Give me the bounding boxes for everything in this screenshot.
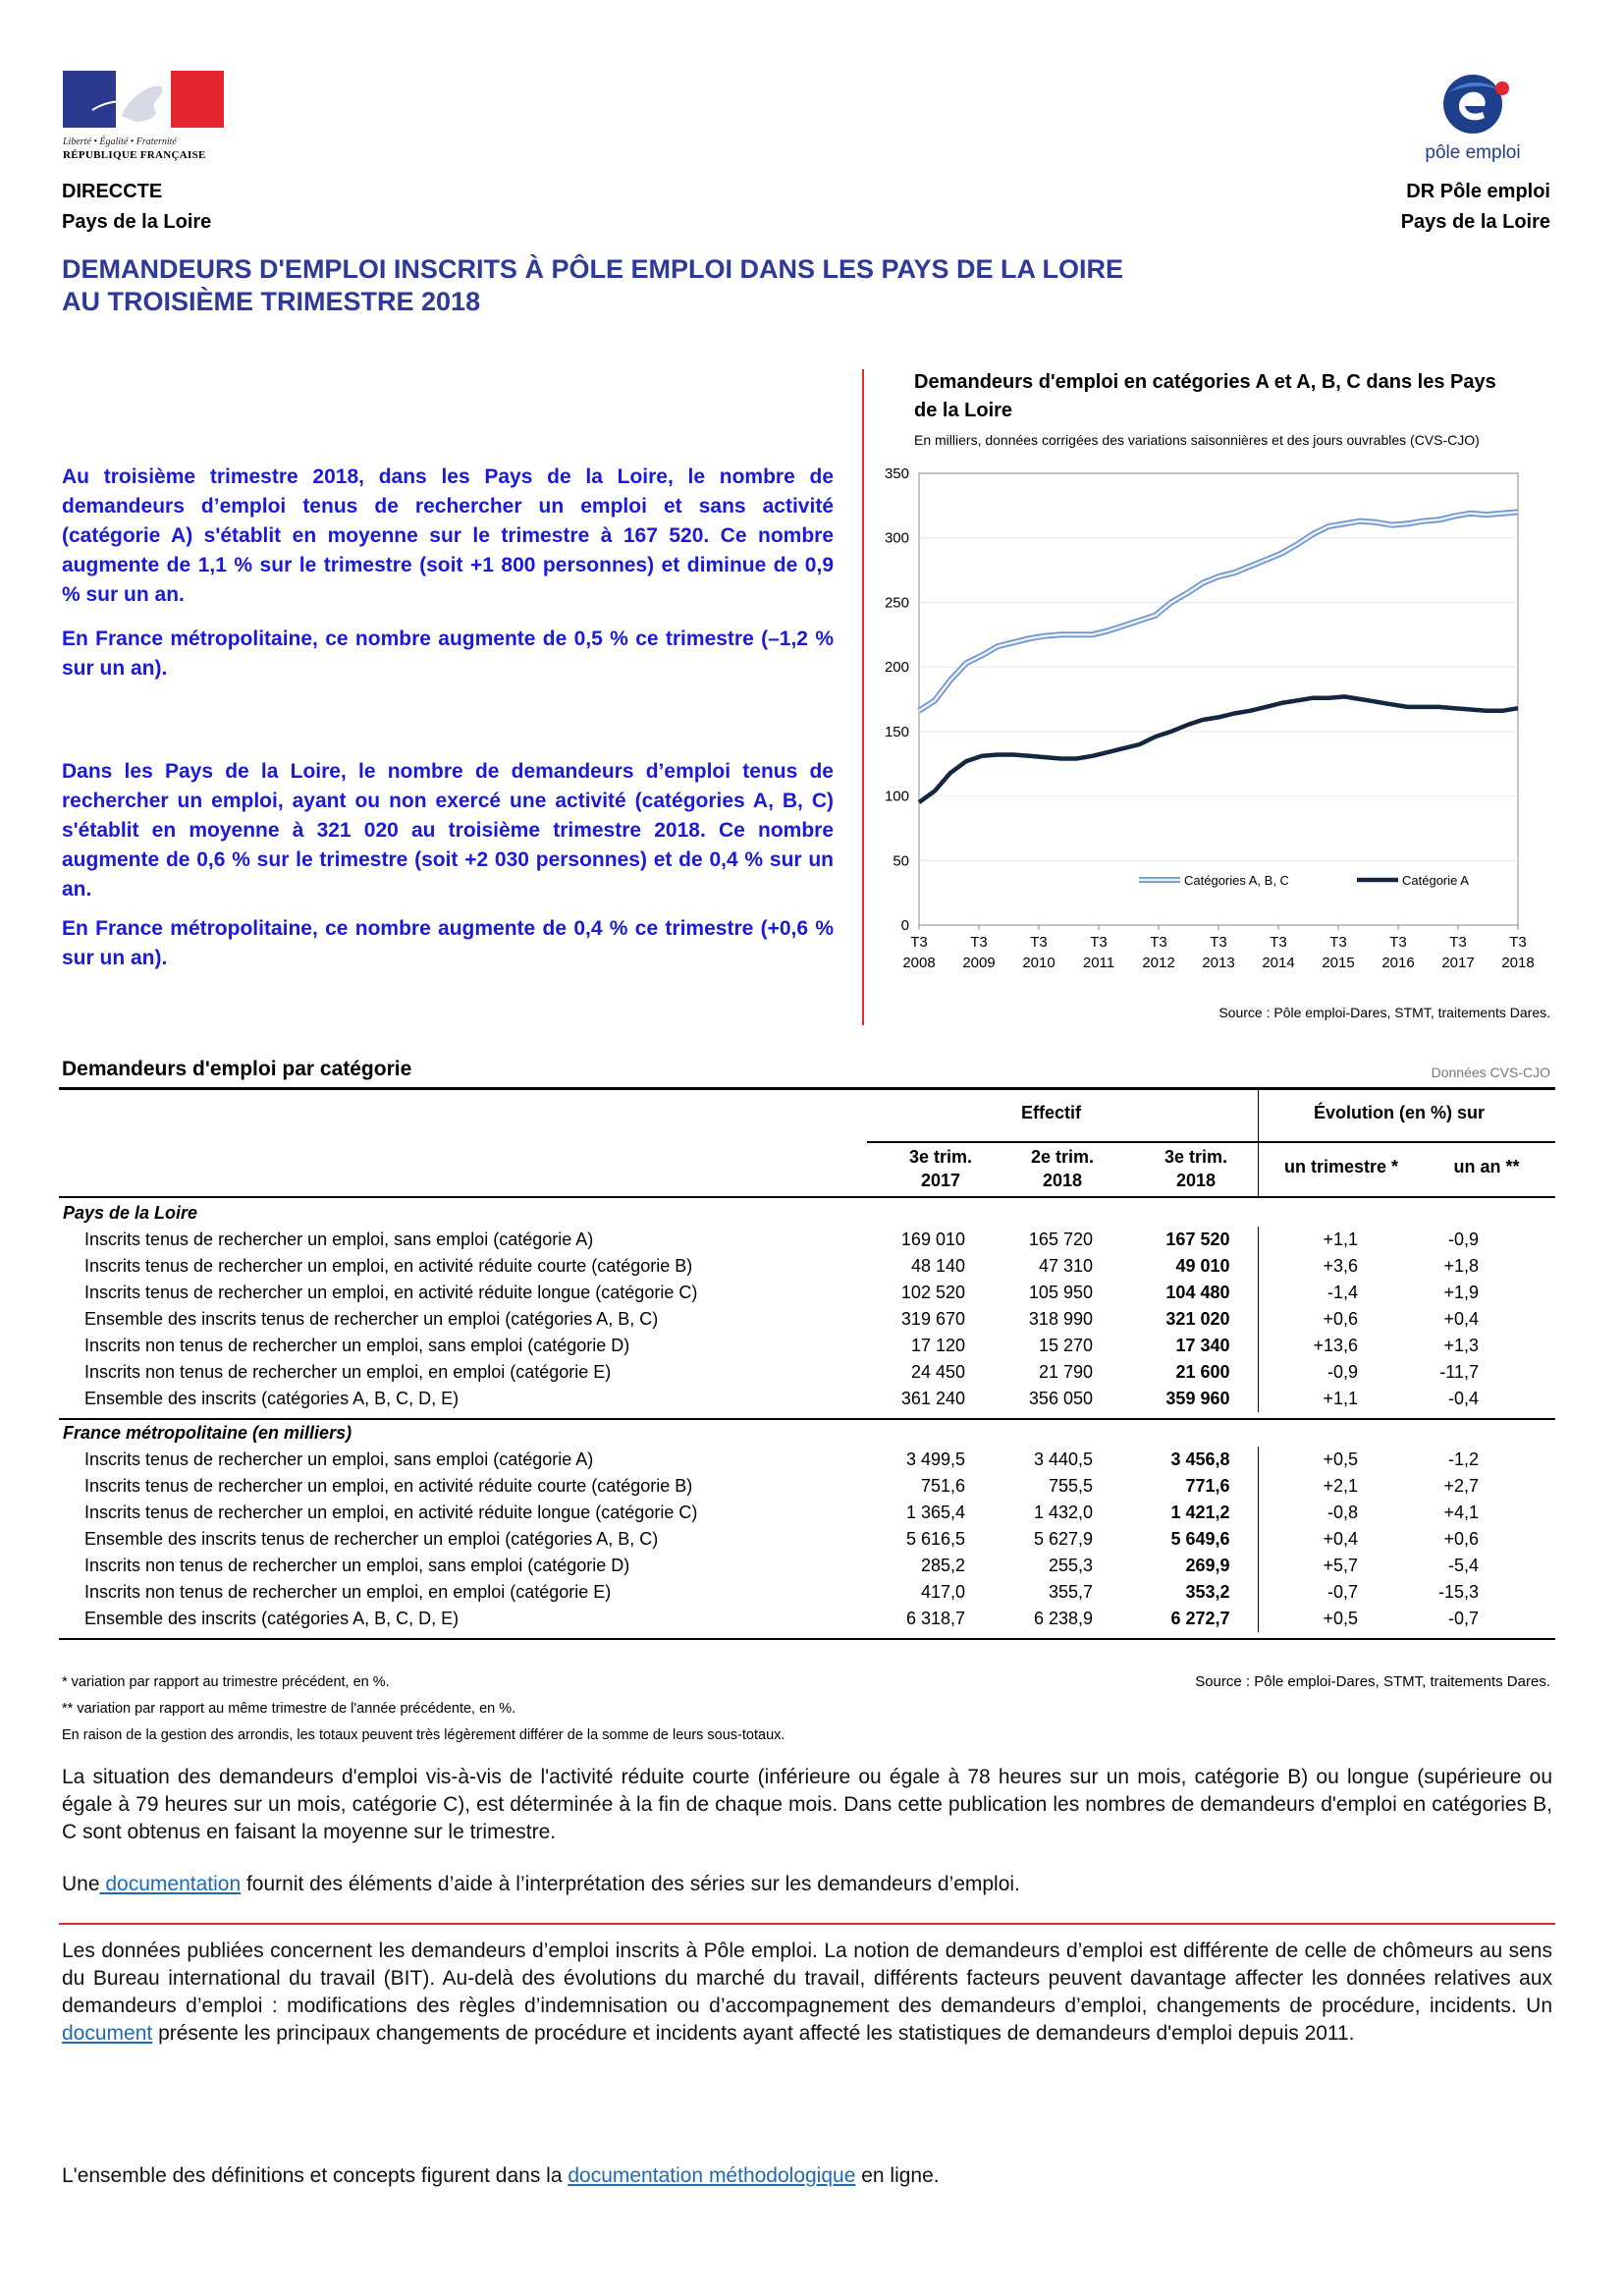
value-3e-trim-2017: 361 240	[900, 1389, 965, 1408]
value-2e-trim-2018: 255,3	[1048, 1556, 1093, 1575]
y-tick-label: 300	[884, 529, 909, 547]
col-header-3e-trim-2017-l2: 2017	[920, 1171, 961, 1190]
col-header-3e-trim-2018-l2: 2018	[1175, 1171, 1217, 1190]
activity-paragraph: La situation des demandeurs d'emploi vis-à-vis de l'activité réduite courte (inférieure ou égale à 78 heures sur un mois, catégorie B) ou longue (supérieure ou égale à 79 heures sur un mois, catégorie C), est déterminée à la fin de chaque mois. Dans cette publication les nombres de demandeurs d'emploi en catégories B, C sont obtenus en faisant la moyenne sur le trimestre.	[62, 1766, 1552, 1843]
x-tick-label-year: 2016	[1381, 955, 1415, 971]
data-paragraph	[62, 1938, 1552, 2048]
page-title-line2: AU TROISIÈME TRIMESTRE 2018	[62, 287, 481, 316]
evolution-an: -11,7	[1439, 1362, 1479, 1382]
evolution-an: +4,1	[1443, 1503, 1479, 1522]
x-tick-label-quarter: T3	[1329, 934, 1347, 951]
x-tick-label-quarter: T3	[1449, 934, 1467, 951]
value-2e-trim-2018: 6 238,9	[1033, 1609, 1093, 1628]
value-3e-trim-2017: 17 120	[910, 1336, 965, 1355]
value-3e-trim-2018: 3 456,8	[1170, 1449, 1230, 1469]
row-label: Inscrits tenus de rechercher un emploi, en activité réduite courte (catégorie B)	[84, 1256, 693, 1276]
header-mid-rule	[867, 1141, 1555, 1143]
value-3e-trim-2018: 21 600	[1175, 1362, 1230, 1382]
table-row	[59, 1253, 1555, 1280]
x-tick-label-quarter: T3	[1389, 934, 1407, 951]
definitions-post: en ligne.	[855, 2164, 940, 2187]
table-row	[59, 1500, 1555, 1526]
row-padding	[1498, 1333, 1555, 1359]
y-tick-label: 350	[884, 465, 909, 482]
value-2e-trim-2018: 355,7	[1048, 1582, 1093, 1602]
legend-label-a: Catégorie A	[1402, 873, 1469, 888]
value-3e-trim-2017: 417,0	[920, 1582, 965, 1602]
row-label: Inscrits tenus de rechercher un emploi, en activité réduite longue (catégorie C)	[84, 1503, 698, 1522]
x-tick-label-quarter: T3	[1270, 934, 1287, 951]
evolution-an: +1,3	[1443, 1336, 1479, 1355]
category-table-fm	[59, 1420, 1555, 1632]
table-row	[59, 1447, 1555, 1473]
data-paragraph-post: présente les principaux changements de procédure et incidents ayant affecté les statistiques de demandeurs d'emploi depuis 2011.	[152, 2022, 1355, 2045]
category-table	[59, 1200, 1555, 1412]
evolution-an: +0,4	[1443, 1309, 1479, 1329]
page-title	[62, 253, 1123, 318]
data-paragraph-pre: Les données publiées concernent les demandeurs d’emploi inscrits à Pôle emploi. La notion de demandeurs d’emploi est différente de celle de chômeurs au sens du Bureau international du travail (BIT). Au-delà des évolutions du marché du travail, différents facteurs peuvent davantage affecter les données relatives aux demandeurs d’emploi : modifications des règles d’indemnisation ou d’accompagnement des demandeurs d’emploi, changements de procédure, incidents. Un	[62, 1940, 1552, 2017]
value-3e-trim-2018: 269,9	[1185, 1556, 1230, 1575]
definitions-paragraph	[62, 2162, 1552, 2190]
row-label: Inscrits non tenus de rechercher un emploi, en emploi (catégorie E)	[84, 1582, 612, 1602]
pole-emploi-logo	[1414, 71, 1532, 165]
value-3e-trim-2018: 771,6	[1185, 1476, 1230, 1496]
table-body	[59, 1200, 1555, 1640]
pole-emploi-circle-icon	[1414, 71, 1532, 139]
chart-source: Source : Pôle emploi-Dares, STMT, traitements Dares.	[1218, 1005, 1550, 1020]
x-tick-label-year: 2017	[1441, 955, 1475, 971]
value-2e-trim-2018: 1 432,0	[1033, 1503, 1093, 1522]
value-3e-trim-2018: 104 480	[1165, 1283, 1230, 1302]
row-label: Inscrits non tenus de rechercher un emploi, en emploi (catégorie E)	[84, 1362, 612, 1382]
evolution-an: -0,7	[1447, 1609, 1479, 1628]
row-padding	[1498, 1306, 1555, 1333]
header-evolution: Évolution (en %) sur	[1314, 1103, 1486, 1122]
value-3e-trim-2017: 102 520	[900, 1283, 965, 1302]
evolution-trimestre: +0,5	[1258, 1606, 1366, 1632]
row-label: Ensemble des inscrits (catégories A, B, C, D, E)	[84, 1389, 460, 1408]
value-3e-trim-2018: 5 649,6	[1170, 1529, 1230, 1549]
value-3e-trim-2017: 751,6	[920, 1476, 965, 1496]
evolution-an: -1,2	[1447, 1449, 1479, 1469]
x-tick-label-year: 2015	[1322, 955, 1355, 971]
row-label: Inscrits tenus de rechercher un emploi, sans emploi (catégorie A)	[84, 1449, 594, 1469]
value-3e-trim-2018: 49 010	[1175, 1256, 1230, 1276]
left-org-line1: DIRECCTE	[62, 181, 163, 202]
col-header-2e-trim-2018	[1003, 1145, 1121, 1192]
section-title: France métropolitaine (en milliers)	[63, 1423, 352, 1443]
evolution-trimestre: +13,6	[1258, 1333, 1366, 1359]
table-header	[59, 1090, 1555, 1196]
table-row	[59, 1386, 1555, 1412]
value-3e-trim-2017: 5 616,5	[905, 1529, 965, 1549]
row-label: Inscrits non tenus de rechercher un emploi, sans emploi (catégorie D)	[84, 1556, 630, 1575]
evolution-an: -0,4	[1447, 1389, 1479, 1408]
evolution-trimestre: +1,1	[1258, 1227, 1366, 1253]
value-2e-trim-2018: 47 310	[1038, 1256, 1093, 1276]
y-tick-label: 100	[884, 788, 909, 805]
table-footnotes	[62, 1669, 785, 1749]
row-label: Inscrits tenus de rechercher un emploi, en activité réduite courte (catégorie B)	[84, 1476, 693, 1496]
col-header-3e-trim-2018	[1137, 1145, 1255, 1192]
table-row	[59, 1333, 1555, 1359]
x-tick-label-quarter: T3	[1150, 934, 1167, 951]
row-padding	[1498, 1280, 1555, 1306]
summary-para-4: En France métropolitaine, ce nombre augmente de 0,4 % ce trimestre (+0,6 % sur un an).	[62, 917, 834, 969]
right-organisation	[1401, 177, 1550, 238]
value-3e-trim-2017: 48 140	[910, 1256, 965, 1276]
table-row	[59, 1280, 1555, 1306]
evolution-trimestre: -0,7	[1258, 1579, 1366, 1606]
table-note: Données CVS-CJO	[1431, 1065, 1550, 1080]
evolution-trimestre: +0,5	[1258, 1447, 1366, 1473]
republic-motto: Liberté • Égalité • Fraternité	[63, 137, 177, 147]
x-tick-label-quarter: T3	[1030, 934, 1048, 951]
col-header-3e-trim-2017-l1: 3e trim.	[908, 1147, 973, 1167]
row-label: Inscrits tenus de rechercher un emploi, en activité réduite longue (catégorie C)	[84, 1283, 698, 1302]
row-padding	[1498, 1473, 1555, 1500]
footnote-3: En raison de la gestion des arrondis, les totaux peuvent très légèrement différer de la somme de leurs sous-totaux.	[62, 1727, 785, 1743]
value-2e-trim-2018: 15 270	[1038, 1336, 1093, 1355]
row-padding	[1498, 1227, 1555, 1253]
evolution-trimestre: +1,1	[1258, 1386, 1366, 1412]
table-row	[59, 1526, 1555, 1553]
value-3e-trim-2018: 167 520	[1165, 1230, 1230, 1249]
header-separator	[1258, 1090, 1259, 1196]
x-tick-label-year: 2011	[1082, 955, 1115, 971]
documentation-post: fournit des éléments d’aide à l’interprétation des séries sur les demandeurs d’emploi.	[241, 1873, 1020, 1895]
row-padding	[1498, 1386, 1555, 1412]
marianne-flag-icon	[63, 71, 224, 128]
value-3e-trim-2018: 6 272,7	[1170, 1609, 1230, 1628]
value-3e-trim-2018: 1 421,2	[1170, 1503, 1230, 1522]
row-padding	[1498, 1500, 1555, 1526]
value-3e-trim-2017: 169 010	[900, 1230, 965, 1249]
value-3e-trim-2018: 353,2	[1185, 1582, 1230, 1602]
red-rule	[59, 1923, 1555, 1925]
evolution-an: +0,6	[1443, 1529, 1479, 1549]
value-3e-trim-2017: 6 318,7	[905, 1609, 965, 1628]
x-tick-label-quarter: T3	[1210, 934, 1227, 951]
republic-name: RÉPUBLIQUE FRANÇAISE	[63, 149, 206, 161]
row-padding	[1498, 1359, 1555, 1386]
table-row	[59, 1227, 1555, 1253]
evolution-an: +1,8	[1443, 1256, 1479, 1276]
row-label: Ensemble des inscrits tenus de rechercher un emploi (catégories A, B, C)	[84, 1529, 659, 1549]
header-effectif: Effectif	[1021, 1103, 1082, 1122]
table-row	[59, 1579, 1555, 1606]
x-tick-label-year: 2008	[902, 955, 936, 971]
row-padding	[1498, 1553, 1555, 1579]
y-tick-label: 150	[884, 723, 909, 740]
y-tick-label: 200	[884, 659, 909, 677]
plot-area	[919, 473, 1518, 925]
x-tick-label-quarter: T3	[970, 934, 988, 951]
value-3e-trim-2017: 285,2	[920, 1556, 965, 1575]
value-2e-trim-2018: 105 950	[1028, 1283, 1093, 1302]
evolution-trimestre: +2,1	[1258, 1473, 1366, 1500]
value-2e-trim-2018: 5 627,9	[1033, 1529, 1093, 1549]
evolution-trimestre: +3,6	[1258, 1253, 1366, 1280]
x-tick-label-year: 2012	[1142, 955, 1175, 971]
y-tick-label: 50	[893, 852, 909, 870]
evolution-an: -0,9	[1447, 1230, 1479, 1249]
evolution-an: +2,7	[1443, 1476, 1479, 1496]
col-header-2e-trim-2018-l2: 2018	[1042, 1171, 1083, 1190]
pole-emploi-logo-text: pôle emploi	[1425, 142, 1521, 163]
value-2e-trim-2018: 318 990	[1028, 1309, 1093, 1329]
value-2e-trim-2018: 3 440,5	[1033, 1449, 1093, 1469]
row-padding	[1498, 1447, 1555, 1473]
section-header-row	[59, 1420, 1555, 1447]
evolution-an: -5,4	[1447, 1556, 1479, 1575]
evolution-an: +1,9	[1443, 1283, 1479, 1302]
table-row	[59, 1473, 1555, 1500]
table-header-rule	[59, 1196, 1555, 1198]
value-3e-trim-2017: 3 499,5	[905, 1449, 965, 1469]
row-label: Inscrits tenus de rechercher un emploi, sans emploi (catégorie A)	[84, 1230, 594, 1249]
table-bottom-rule	[59, 1638, 1555, 1640]
evolution-trimestre: +0,4	[1258, 1526, 1366, 1553]
value-3e-trim-2018: 17 340	[1175, 1336, 1230, 1355]
section-header-row	[59, 1200, 1555, 1227]
left-org-line2: Pays de la Loire	[62, 211, 212, 233]
col-header-3e-trim-2018-l1: 3e trim.	[1164, 1147, 1228, 1167]
evolution-trimestre: -0,8	[1258, 1500, 1366, 1526]
summary-para-2: En France métropolitaine, ce nombre augmente de 0,5 % ce trimestre (–1,2 % sur un an).	[62, 628, 834, 680]
table-row	[59, 1306, 1555, 1333]
value-2e-trim-2018: 755,5	[1048, 1476, 1093, 1496]
value-2e-trim-2018: 165 720	[1028, 1230, 1093, 1249]
row-label: Ensemble des inscrits tenus de rechercher un emploi (catégories A, B, C)	[84, 1309, 659, 1329]
table-title: Demandeurs d'emploi par catégorie	[62, 1058, 412, 1080]
summary-para-1: Au troisième trimestre 2018, dans les Pays de la Loire, le nombre de demandeurs d’emploi tenus de rechercher un emploi et sans activité (catégorie A) s'établit en moyenne sur le trimestre à 167 520. Ce nombre augmente de 1,1 % sur le trimestre (soit +1 800 personnes) et diminue de 0,9 % sur un an.	[62, 465, 834, 606]
table-source: Source : Pôle emploi-Dares, STMT, traitements Dares.	[1195, 1673, 1550, 1690]
footnote-2: ** variation par rapport au même trimestre de l'année précédente, en %.	[62, 1701, 516, 1717]
line-chart	[864, 462, 1551, 972]
documentation-paragraph	[62, 1871, 1552, 1898]
x-tick-label-quarter: T3	[910, 934, 928, 951]
footnote-1: * variation par rapport au trimestre précédent, en %.	[62, 1674, 390, 1690]
documentation-link[interactable]: documentation	[99, 1873, 242, 1895]
value-3e-trim-2017: 319 670	[900, 1309, 965, 1329]
definitions-pre: L'ensemble des définitions et concepts figurent dans la	[62, 2164, 568, 2187]
summary-para-3: Dans les Pays de la Loire, le nombre de demandeurs d’emploi tenus de rechercher un emploi, ayant ou non exercé une activité (catégories A, B, C) s'établit en moyenne à 321 020 au troisième trimestre 2018. Ce nombre augmente de 0,6 % sur le trimestre (soit +2 030 personnes) et de 0,4 % sur un an.	[62, 760, 834, 901]
table-row	[59, 1359, 1555, 1386]
evolution-trimestre: +0,6	[1258, 1306, 1366, 1333]
row-padding	[1498, 1579, 1555, 1606]
col-header-2e-trim-2018-l1: 2e trim.	[1030, 1147, 1095, 1167]
table-row	[59, 1606, 1555, 1632]
x-tick-label-quarter: T3	[1090, 934, 1108, 951]
row-padding	[1498, 1253, 1555, 1280]
row-label: Inscrits non tenus de rechercher un emploi, sans emploi (catégorie D)	[84, 1336, 630, 1355]
x-tick-label-year: 2009	[962, 955, 996, 971]
table-row	[59, 1553, 1555, 1579]
evolution-trimestre: -0,9	[1258, 1359, 1366, 1386]
value-3e-trim-2017: 1 365,4	[905, 1503, 965, 1522]
page-title-line1: DEMANDEURS D'EMPLOI INSCRITS À PÔLE EMPLOI DANS LES PAYS DE LA LOIRE	[62, 254, 1124, 284]
marianne-logo	[63, 71, 224, 161]
x-tick-label-quarter: T3	[1509, 934, 1527, 951]
evolution-an: -15,3	[1437, 1582, 1479, 1602]
value-3e-trim-2018: 321 020	[1165, 1309, 1230, 1329]
y-tick-label: 0	[900, 917, 909, 934]
x-tick-label-year: 2018	[1501, 955, 1535, 971]
evolution-trimestre: +5,7	[1258, 1553, 1366, 1579]
document-link[interactable]: document	[62, 2022, 153, 2045]
documentation-pre: Une	[62, 1873, 100, 1895]
y-tick-label: 250	[884, 594, 909, 612]
chart-subtitle: En milliers, données corrigées des variations saisonnières et des jours ouvrables (CVS-CJO)	[914, 432, 1480, 448]
col-header-un-trimestre: un trimestre *	[1283, 1157, 1399, 1176]
methodology-link[interactable]: documentation méthodologique	[568, 2164, 856, 2187]
chart-title: Demandeurs d'emploi en catégories A et A, B, C dans les Pays de la Loire	[914, 371, 1496, 421]
value-3e-trim-2018: 359 960	[1165, 1389, 1230, 1408]
legend-label-abc: Catégories A, B, C	[1184, 873, 1289, 888]
row-label: Ensemble des inscrits (catégories A, B, C, D, E)	[84, 1609, 460, 1628]
section-title: Pays de la Loire	[63, 1203, 198, 1223]
evolution-trimestre: -1,4	[1258, 1280, 1366, 1306]
left-organisation	[62, 177, 211, 238]
value-2e-trim-2018: 21 790	[1038, 1362, 1093, 1382]
right-org-line2: Pays de la Loire	[1400, 211, 1550, 233]
x-tick-label-year: 2010	[1022, 955, 1056, 971]
col-header-3e-trim-2017	[887, 1145, 995, 1192]
col-header-un-an: un an **	[1453, 1157, 1520, 1176]
value-3e-trim-2017: 24 450	[910, 1362, 965, 1382]
row-padding	[1498, 1526, 1555, 1553]
right-org-line1: DR Pôle emploi	[1406, 181, 1550, 202]
x-tick-label-year: 2013	[1202, 955, 1235, 971]
value-2e-trim-2018: 356 050	[1028, 1389, 1093, 1408]
x-tick-label-year: 2014	[1262, 955, 1295, 971]
row-padding	[1498, 1606, 1555, 1632]
